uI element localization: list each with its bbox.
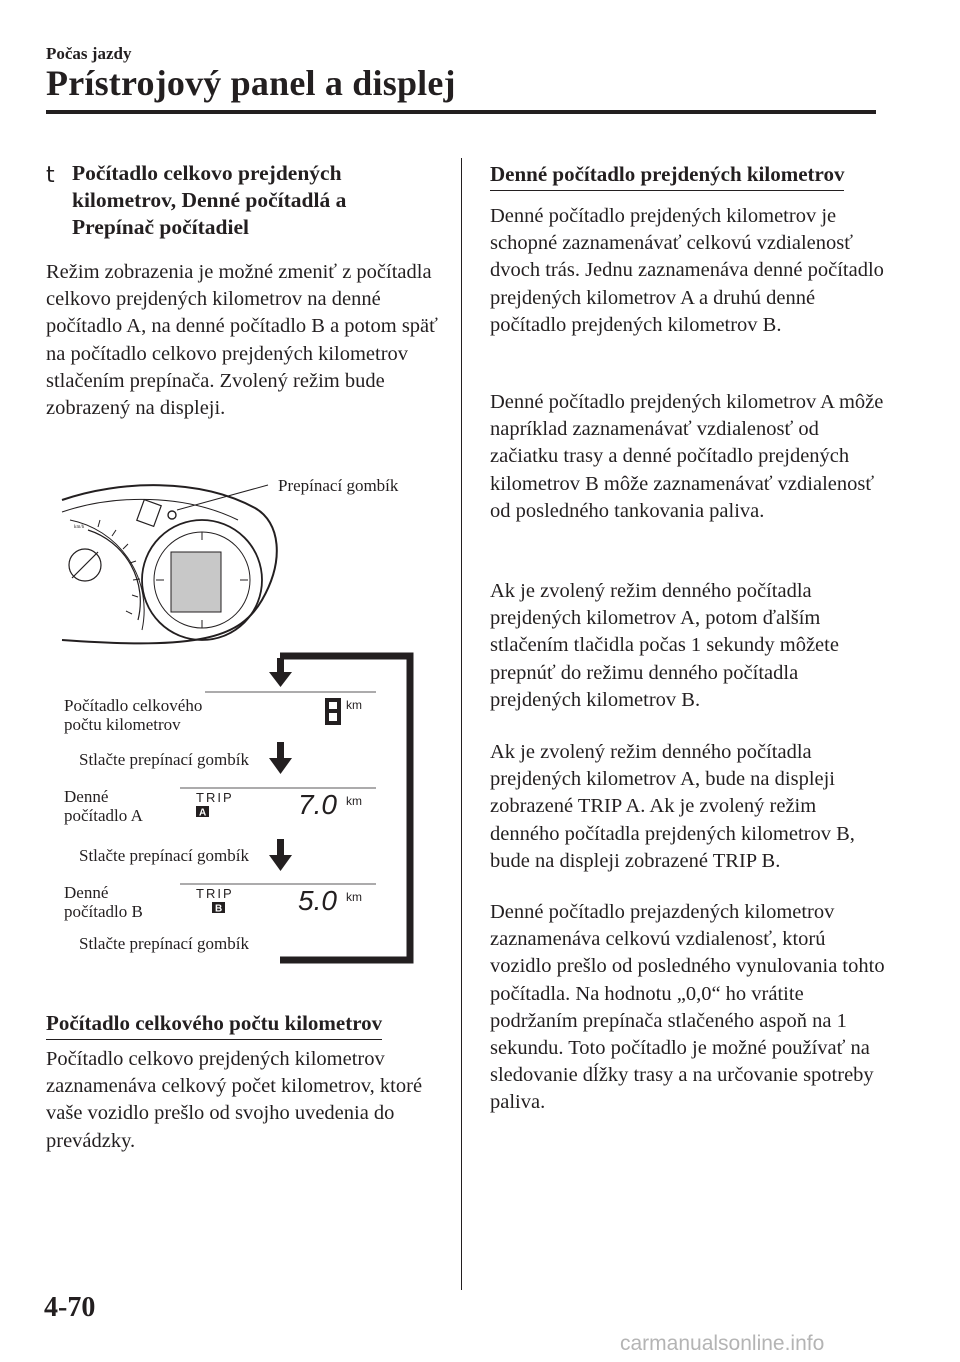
watermark: carmanualsonline.info xyxy=(620,1332,825,1355)
odometer-unit: km xyxy=(346,698,362,712)
trip-a-unit: km xyxy=(346,794,362,808)
title-rule xyxy=(46,110,876,114)
trip-paragraph-2: Denné počítadlo prejdených kilometrov A môže napríklad zaznamenávať vzdialenosť od začiatku trasy a denné počítadlo prejdených kilometrov B môže zaznamenávať vzdialenosť od posledného tankovania paliva. xyxy=(490,391,884,522)
odometer-digit xyxy=(327,700,339,723)
page-number: 4-70 xyxy=(44,1292,96,1323)
odometer-diagram xyxy=(40,460,460,980)
column-divider xyxy=(461,158,462,1290)
trip-a-trip-word: TRIP xyxy=(196,790,234,805)
odometer-label-line2: počtu kilometrov xyxy=(64,715,181,734)
trip-a-label-line2: počítadlo A xyxy=(64,806,143,825)
odometer-paragraph: Počítadlo celkovo prejdených kilometrov zaznamenáva celkový počet kilometrov, ktoré vaše vozidlo prešlo od svojho uvedenia do prevádzky. xyxy=(46,1048,423,1152)
trip-a-label-line1: Denné xyxy=(64,787,109,806)
trip-meter-heading: Denné počítadlo prejdených kilometrov xyxy=(490,161,844,191)
trip-paragraph-4: Ak je zvolený režim denného počítadla prejdených kilometrov A, bude na displeji zobrazené TRIP A. Ak je zvolený režim denného počítadla prejdených kilometrov B, bude na displeji zobrazené TRIP B. xyxy=(490,741,855,872)
callout-line xyxy=(177,485,268,510)
trip-b-unit: km xyxy=(346,890,362,904)
switch-knob xyxy=(168,511,176,519)
callout-label: Prepínací gombík xyxy=(278,476,399,495)
page-title: Prístrojový panel a displej xyxy=(46,63,456,103)
odometer-label-line1: Počítadlo celkového xyxy=(64,696,203,715)
display-screen xyxy=(171,552,221,612)
trip-paragraph-1: Denné počítadlo prejdených kilometrov je schopné zaznamenávať celkovú vzdialenosť dvoch trás. Jednu zaznamenáva denné počítadlo prejdených kilometrov A a druhú denné počítadlo prejdených kilometrov B. xyxy=(490,205,884,336)
trip-a-badge-letter: A xyxy=(199,807,207,819)
trip-b-label-line1: Denné xyxy=(64,883,109,902)
section-marker: t xyxy=(46,163,55,188)
trip-b-trip-word: TRIP xyxy=(196,886,234,901)
press-label-3: Stlačte prepínací gombík xyxy=(79,934,249,953)
trip-paragraph-3: Ak je zvolený režim denného počítadla prejdených kilometrov A, potom ďalším stlačením tlačidla počas 1 sekundy môžete prepnúť do režimu denného počítadla prejdených kilometrov B. xyxy=(490,580,839,711)
trip-paragraph-5: Denné počítadlo prejazdených kilometrov zaznamenáva celkovú vzdialenosť, ktorú vozidlo prešlo od posledného vynulovania tohto počítadla. Na hodnotu „0,0“ ho vrátite podržaním prepínača stlačeného aspoň na 1 sekundu. Toto počítadlo je možné používať na sledovanie dĺžky trasy a na určovanie spotreby paliva. xyxy=(490,901,885,1114)
section-heading: Počítadlo celkovo prejdených kilometrov, Denné počítadlá a Prepínač počítadiel xyxy=(72,161,347,239)
intro-paragraph: Režim zobrazenia je možné zmeniť z počítadla celkovo prejdených kilometrov na denné počítadlo A, na denné počítadlo B a potom späť na počítadlo celkovo prejdených kilometrov stlačením prepínača. Zvolený režim bude zobrazený na displeji. xyxy=(46,261,438,420)
trip-b-label-line2: počítadlo B xyxy=(64,902,143,921)
press-label-2: Stlačte prepínací gombík xyxy=(79,846,249,865)
odometer-heading: Počítadlo celkového počtu kilometrov xyxy=(46,1010,382,1040)
trip-b-value: 5.0 xyxy=(298,885,337,916)
trip-b-badge-letter: B xyxy=(215,903,223,915)
press-label-1: Stlačte prepínací gombík xyxy=(79,750,249,769)
down-arrow-icons xyxy=(269,658,292,871)
breadcrumb: Počas jazdy xyxy=(46,44,132,63)
gauge-unit: km/h xyxy=(74,525,85,530)
trip-a-value: 7.0 xyxy=(298,789,337,820)
instrument-cluster xyxy=(62,485,277,643)
